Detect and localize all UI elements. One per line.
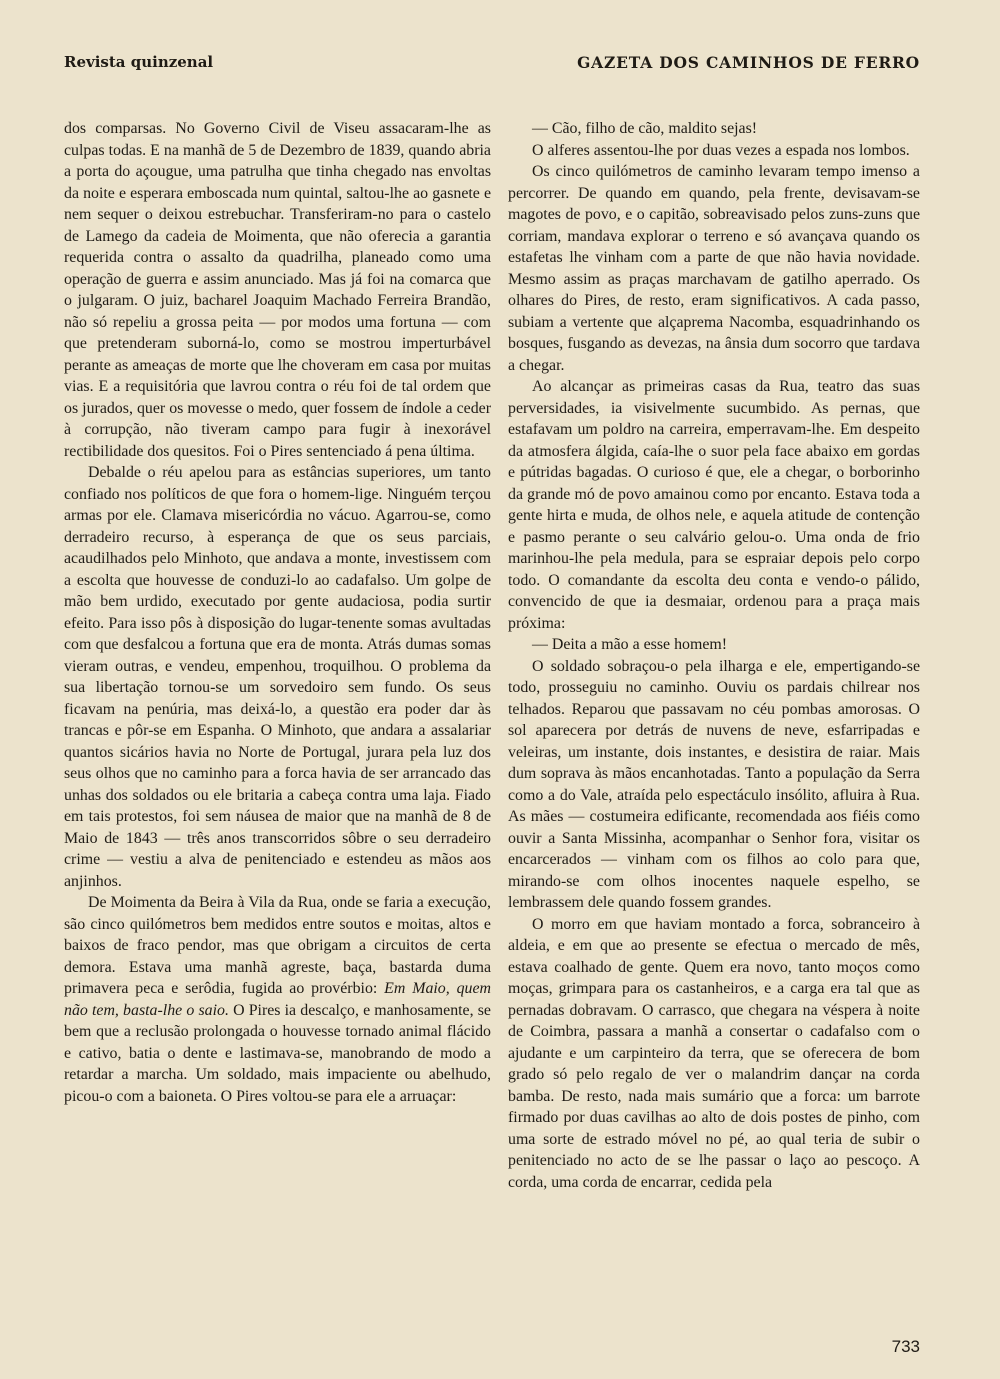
dialogue-line: — Cão, filho de cão, maldito sejas! — [532, 120, 758, 137]
paragraph: Os cinco quilómetros de caminho levaram tempo imenso a percorrer. De quando em quando, pela frente, devisavam-se magotes de povo, e o capitão, sobreavisado pelos zuns-zuns que corriam, mandava explorar o terreno e só avançava quando os estafetas lhe vinham com a parte de que não havia novidade. Mesmo assim as praças marchavam de gatilho aperrado. Os olhares do Pires, de resto, eram significativos. A cada passo, subiam a vertente que alçaprema Nacomba, esquadrinhando os bosques, fusgando as devezas, na ânsia dum socorro que tardava a chegar. — [508, 163, 920, 374]
left-column — [64, 118, 491, 1107]
right-column — [508, 118, 920, 1193]
dialogue-line: — Deita a mão a esse homem! — [532, 636, 728, 653]
paragraph — [64, 892, 491, 1107]
paragraph: O morro em que haviam montado a forca, sobranceiro à aldeia, e em que ao presente se efectua o mercado de mês, estava coalhado de gente. Quem era novo, tanto moços como moças, grimpara para os castanheiros, e a carga era tal que as pernadas dobravam. O carrasco, que chegara na véspera à noite de Coimbra, passara a manhã a consertar o cadafalso com o ajudante e um carpinteiro da terra, que se oferecera de bom grado só pelo regalo de ver o malandrim dançar na corda bamba. De resto, nada mais sumário que a forca: um barrote firmado por duas cavilhas ao alto de dois postes de pinho, com uma sorte de estrado móvel no pé, ao qual teria de subir o penitenciado no acto de se lhe passar o laço ao pescoço. A corda, uma corda de encarrar, cedida pela — [508, 915, 920, 1191]
running-header-left: Revista quinzenal — [64, 53, 214, 71]
proverb-italic: Em Maio, quem não tem, basta-lhe o saio. — [64, 980, 491, 1019]
paragraph: dos comparsas. No Governo Civil de Viseu assacaram-lhe as culpas todas. E na manhã de 5 de Dezembro de 1839, quando abria a porta do açougue, uma patrulha que tinha chegado nas envoltas da noite e esperara emboscada num quintal, saltou-lhe ao gasnete e nem sequer o deixou estrebuchar. Transferiram-no para o castelo de Lamego da cadeia de Moimenta, que não oferecia a garantia requerida contra o assalto da quadrilha, planeado como uma operação de guerra e assim anunciado. Mas já foi na comarca que o julgaram. O juiz, bacharel Joaquim Machado Ferreira Brandão, não só repeliu a grossa peita — por modos uma fortuna — com que pretenderam suborná-lo, como se mostrou imperturbável perante as ameaças de morte que lhe choveram em casa por muitas vias. E a requisitória que lavrou contra o réu foi de tal ordem que os jurados, quer os movesse o medo, quer fossem de índole a ceder à corrupção, não tiveram campo para fugir à inexorável rectibilidade dos quesitos. Foi o Pires sentenciado á pena última. — [64, 120, 491, 460]
paragraph: O alferes assentou-lhe por duas vezes a espada nos lombos. — [532, 141, 910, 159]
page-number: 733 — [891, 1337, 920, 1356]
paragraph-text: O Pires ia descalço, e manhosamente, se bem que a reclusão prolongada o houvesse tornado animal flácido e cativo, batia o dente e lastimava-se, manobrando de modo a retardar a marcha. Um soldado, mais impaciente ou abelhudo, picou-o com a baioneta. O Pires voltou-se para ele a arruaçar: — [64, 1001, 491, 1105]
paragraph-text: De Moimenta da Beira à Vila da Rua, onde se faria a execução, são cinco quilómetros bem medidos entre soutos e moitas, altos e baixos de fraco pendor, mas que obrigam a circuitos de certa demora. Estava uma manhã agreste, baça, bastarda duma primavera peca e serôdia, fugida ao provérbio: — [64, 894, 491, 997]
paragraph: Ao alcançar as primeiras casas da Rua, teatro das suas perversidades, ia visivelmente sucumbido. As pernas, que estafavam um poldro na carreira, emperravam-lhe. Em despeito da atmosfera álgida, caía-lhe o suor pela face abaixo em gordas e pútridas bagadas. O curioso é que, ele a chegar, o borborinho da grande mó de povo amainou como por encanto. Estava toda a gente hirta e muda, de olhos nele, e aquela atitude de contenção e pasmo perante o seu calvário gelou-o. Uma onda de frio marinhou-lhe pela medula, para se espraiar depois pelo corpo todo. O comandante da escolta deu conta e vendo-o pálido, convencido de que ia desmaiar, ordenou para a praça mais próxima: — [508, 378, 920, 632]
paragraph: Debalde o réu apelou para as estâncias superiores, um tanto confiado nos políticos de que fora o homem-lige. Ninguém terçou armas por ele. Clamava misericórdia no vácuo. Agarrou-se, como derradeiro recurso, à esperança de que os seus parciais, acaudilhados pelo Minhoto, que andava a monte, investissem com a escolta que houvesse de conduzi-lo ao cadafalso. Um golpe de mão bem urdido, executado por gente audaciosa, podia surtir efeito. Para isso pôs à disposição do lugar-tenente somas avultadas com que desfalcou a fortuna que era de monta. Atrás dumas somas vieram outras, e vendeu, empenhou, troquilhou. O problema da sua libertação tornou-se um sorvedoiro sem fundo. Os seus ficavam na penúria, mas deixá-lo, a questão era poder dar às trancas e pôr-se em Espanha. O Minhoto, que andara a assalariar quantos sicários havia no Norte de Portugal, jurara pela luz dos seus olhos que no caminho para a forca havia de ser arrancado das unhas dos soldados ou ele britaria a cabeça contra uma laja. Fiado em tais protestos, foi sem náusea de maior que na manhã de 8 de Maio de 1843 — três anos transcorridos sôbre o seu derradeiro crime — vestiu a alva de penitenciado e estendeu as mãos aos anjinhos. — [64, 464, 491, 890]
paragraph: O soldado sobraçou-o pela ilharga e ele, empertigando-se todo, prosseguiu no caminho. Ouviu os pardais chilrear nos telhados. Reparou que passavam no céu pombas amorosas. O sol aparecera por detrás de nuvens de neve, esfarripadas e veleiras, um instante, dois instantes, e desistira de raiar. Mais dum soprava às mãos encanhotadas. Tanto a população da Serra como a do Vale, atraída pelo espectáculo insólito, afluira à Rua. As mães — costumeira edificante, recomendada aos fiéis como ouvir a Santa Missinha, acompanhar o Senhor fora, visitar os encarcerados — vinham com os filhos ao colo para que, mirando-se com olhos inocentes naquele espelho, se lembrassem dele quando fossem grandes. — [508, 657, 920, 911]
running-header-right: GAZETA DOS CAMINHOS DE FERRO — [577, 53, 920, 72]
